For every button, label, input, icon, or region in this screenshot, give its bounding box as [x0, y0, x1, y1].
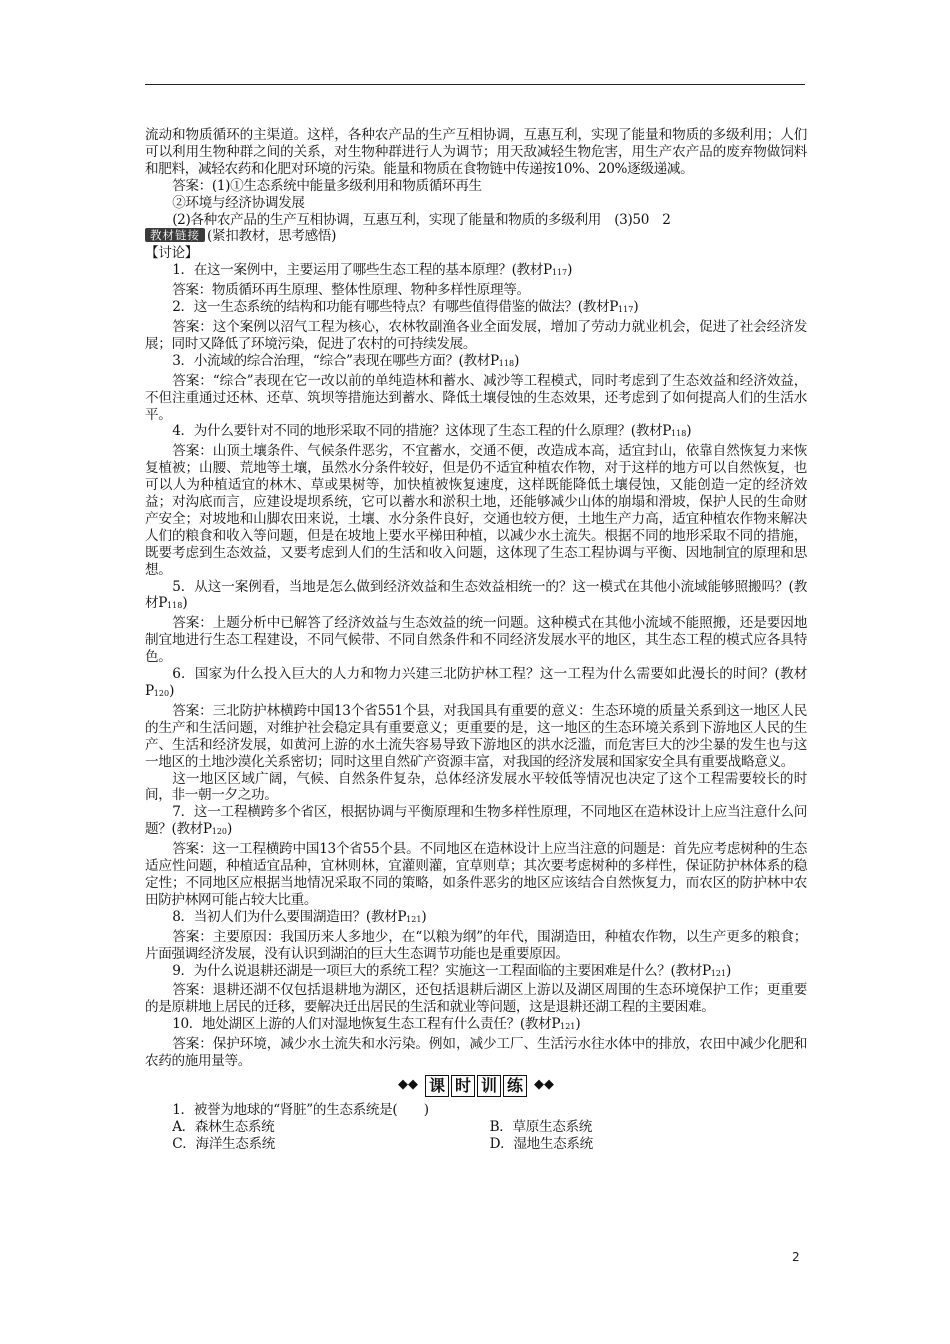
section-title-char: 时: [451, 1075, 475, 1097]
answer-1: 答案：物质循环再生原理、整体性原理、物种多样性原理等。: [172, 282, 530, 299]
section-banner: [145, 1074, 807, 1098]
question-9: 9．为什么说退耕还湖是一项巨大的系统工程？实施这一工程面临的主要困难是什么？(教材P121): [172, 962, 731, 979]
textbook-link-text: (紧扣教材，思考感悟): [207, 228, 337, 245]
answer-6-continued: 这一地区区域广阔，气候、自然条件复杂，总体经济发展水平较低等情况也决定了这个工程需要较长的时间，非一朝一夕之功。: [145, 770, 807, 804]
section-title-char: 训: [477, 1075, 501, 1097]
question-2: 2．这一生态系统的结构和功能有哪些特点？有哪些值得借鉴的做法？(教材P117): [172, 299, 639, 316]
answer-8: 答案：主要原因：我国历来人多地少，在“以粮为纲”的年代，围湖造田，种植农作物，以生产更多的粮食；片面强调经济发展，没有认识到湖泊的巨大生态调节功能也是重要原因。: [145, 928, 807, 962]
exercise-options: [145, 1119, 807, 1153]
question-8: 8．当初人们为什么要围湖造田？(教材P121): [172, 908, 427, 925]
answer-3: 答案：“综合”表现在它一改以前的单纯造林和蓄水、减沙等工程模式，同时考虑到了生态效益和经济效益，不但注重通过还林、还草、筑坝等措施达到蓄水、降低土壤侵蚀的生态效果，还考虑到了如何提高人们的生活水平。: [145, 372, 807, 423]
page-number: 2: [792, 1250, 800, 1264]
question-6: 6．国家为什么投入巨大的人力和物力兴建三北防护林工程？这一工程为什么需要如此漫长的时间？(教材P120): [145, 666, 807, 699]
question-7: 7．这一工程横跨多个省区，根据协调与平衡原理和生物多样性原理，不同地区在造林设计上应当注意什么问题？(教材P120): [145, 804, 807, 838]
paragraph-intro: 流动和物质循环的主渠道。这样，各种农产品的生产互相协调，互惠互利，实现了能量和物质的多级利用；人们可以利用生物种群之间的关系，对生物种群进行人为调节；用天敌减轻生物危害，用生产农产品的废弃物做饲料和肥料，减轻农药和化肥对环境的污染。能量和物质在食物链中传递按10%、20%逐级递减。: [145, 127, 807, 177]
answer-line-3: (2)各种农产品的生产互相协调，互惠互利，实现了能量和物质的多级利用 (3)50 2: [172, 211, 671, 228]
textbook-link-badge: 教材链接: [145, 228, 205, 242]
option-c: C．海洋生态系统: [172, 1135, 275, 1152]
answer-6: 答案：三北防护林横跨中国13个省551个县，对我国具有重要的意义：生态环境的质量关系到这一地区人民的生产和生活问题，对维护社会稳定具有重要意义；更重要的是，这一地区的生态环境关系到下游地区人民的生产、生活和经济发展，如黄河上游的水土流失容易导致下游地区的洪水泛滥，而危害巨大的沙尘暴的发生也与这一地区的土地沙漠化关系密切；同时这里自然矿产资源丰富，对我国的经济发展和国家安全具有重要战略意义。: [145, 702, 807, 770]
header-rule: [145, 84, 805, 85]
question-1: 1．在这一案例中，主要运用了哪些生态工程的基本原理？(教材P117): [172, 262, 573, 279]
answer-9: 答案：退耕还湖不仅包括退耕地为湖区，还包括退耕后湖区上游以及湖区周围的生态环境保护工作；更重要的是原耕地上居民的迁移，要解决迁出居民的生活和就业等问题，这是退耕还湖工程的主要困难。: [145, 982, 807, 1016]
section-title-char: 练: [503, 1075, 527, 1097]
textbook-link-line: [145, 228, 807, 245]
exercise-question-1: 1．被誉为地球的“肾脏”的生态系统是( ): [172, 1101, 429, 1118]
option-b: B．草原生态系统: [489, 1118, 592, 1135]
answer-7: 答案：这一工程横跨中国13个省55个县。不同地区在造林设计上应当注意的问题是：首先应考虑树种的生态适应性问题，种植适宜品种，宜林则林，宜灌则灌，宜草则草；其次要考虑树种的多样性，保证防护林体系的稳定性；不同地区应根据当地情况采取不同的策略，如条件恶劣的地区应该结合自然恢复力，而农区的防护林中农田防护林网可能占较大比重。: [145, 841, 807, 908]
option-d: D．湿地生态系统: [489, 1135, 593, 1152]
answer-10: 答案：保护环境，减少水土流失和水污染。例如，减少工厂、生活污水往水体中的排放，农田中减少化肥和农药的施用量等。: [145, 1036, 807, 1070]
answer-4: 答案：山顶土壤条件、气候条件恶劣，不宜蓄水，交通不便，改造成本高，适宜封山，依靠自然恢复力来恢复植被；山腰、荒地等土壤，虽然水分条件较好，但是仍不适宜种植农作物，对于这样的地方可以自然恢复，也可以人为种植适宜的林木、草或果树等，加快植被恢复速度，这样既能降低土壤侵蚀，又能创造一定的经济效益；对沟底而言，应建设堤坝系统，它可以蓄水和淤积土地，还能够减少山体的崩塌和滑坡，保护人民的生命财产安全；对坡地和山脚农田来说，土壤、水分条件良好，交通也较方便，土地生产力高，适宜种植农作物来解决人们的粮食和收入等问题，但是在坡地上要水平梯田种植，以减少水土流失。根据不同的地形采取不同的措施，既要考虑到生态效益，又要考虑到人们的生活和收入问题，这体现了生态工程协调与平衡、因地制宜的原理和思想。: [145, 443, 807, 578]
document-body: [145, 127, 807, 1153]
section-title-char: 课: [425, 1075, 449, 1097]
question-3: 3．小流域的综合治理，“综合”表现在哪些方面？(教材P118): [172, 352, 520, 369]
section-title: [424, 1075, 528, 1097]
diamond-ornament-right-icon: ◆◆: [534, 1077, 555, 1093]
option-a: A．森林生态系统: [172, 1118, 275, 1135]
answer-5: 答案：上题分析中已解答了经济效益与生态效益的统一问题。这种模式在其他小流域不能照搬，还是要因地制宜地进行生态工程建设，不同气候带、不同自然条件和不同经济发展水平的地区，其生态工程的模式应各具特色。: [145, 615, 807, 666]
answer-line-2: ②环境与经济协调发展: [172, 194, 305, 211]
question-10: 10．地处湖区上游的人们对湿地恢复生态工程有什么责任？(教材P121): [172, 1016, 581, 1033]
answer-2: 答案：这个案例以沼气工程为核心，农林牧副渔各业全面发展，增加了劳动力就业机会，促进了社会经济发展；同时又降低了环境污染，促进了农村的可持续发展。: [145, 318, 807, 352]
question-5: 5．从这一案例看，当地是怎么做到经济效益和生态效益相统一的？这一模式在其他小流域能够照搬吗？(教材P118): [145, 578, 807, 612]
question-4: 4．为什么要针对不同的地形采取不同的措施？这体现了生态工程的什么原理？(教材P118): [172, 423, 692, 440]
diamond-ornament-left-icon: ◆◆: [397, 1077, 418, 1093]
answer-line-1: 答案：(1)①生态系统中能量多级利用和物质循环再生: [172, 177, 482, 194]
discussion-heading: 【讨论】: [145, 245, 198, 262]
